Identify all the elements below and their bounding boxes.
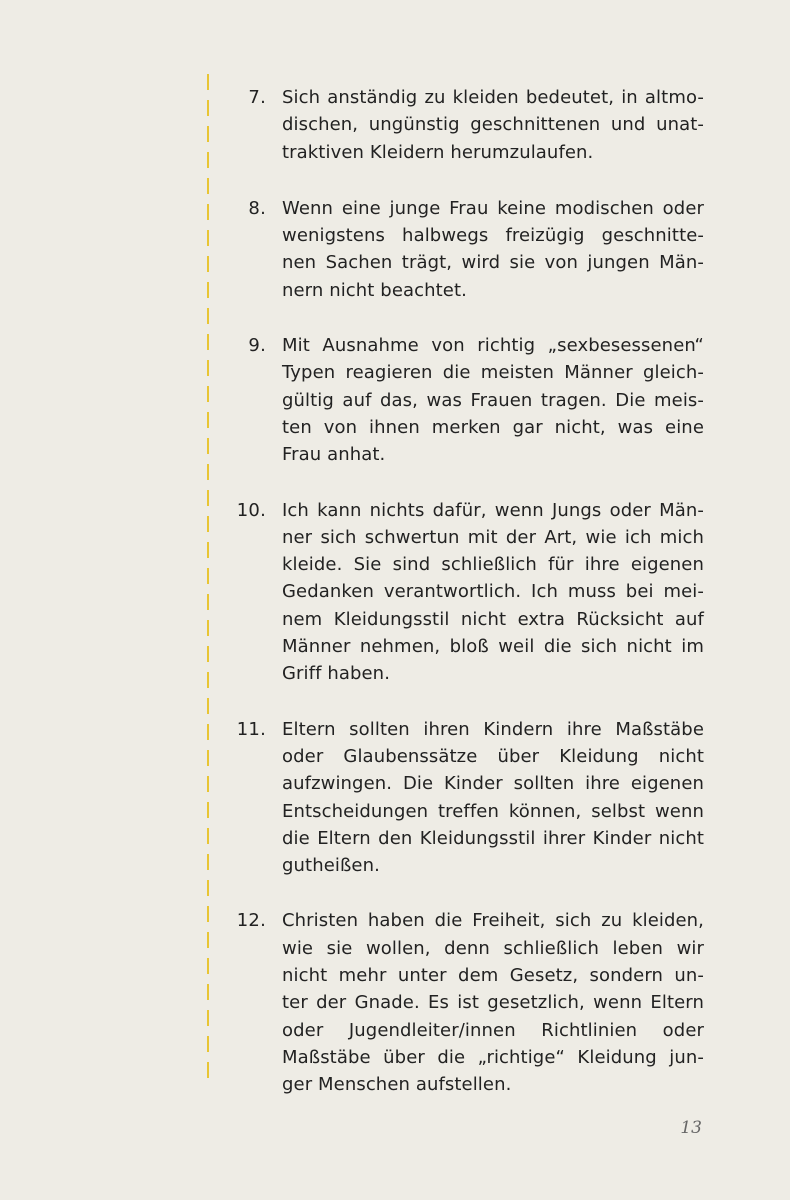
text-line: Ich kann nichts dafür, wenn Jungs oder Män- — [282, 499, 704, 521]
text-line: Griff haben. — [282, 663, 391, 685]
dashed-margin-line — [207, 74, 209, 1084]
item-text — [282, 716, 704, 880]
text-line: nem Kleidungsstil nicht extra Rücksicht auf — [282, 608, 704, 630]
list-item — [232, 332, 704, 468]
text-line: aufzwingen. Die Kinder sollten ihre eigenen — [282, 773, 704, 795]
text-line: ger Menschen aufstellen. — [282, 1074, 512, 1096]
text-line: Christen haben die Freiheit, sich zu kleiden, — [282, 910, 704, 932]
item-number: 12. — [236, 910, 266, 932]
item-text — [282, 907, 704, 1098]
text-line: oder Jugendleiter/innen Richtlinien oder — [282, 1019, 704, 1041]
text-line: Mit Ausnahme von richtig „sexbesessenen“ — [282, 335, 704, 357]
text-line: Wenn eine junge Frau keine modischen oder — [282, 197, 704, 219]
text-line: dischen, ungünstig geschnittenen und unat- — [282, 114, 704, 136]
text-line: Maßstäbe über die „richtige“ Kleidung jun- — [282, 1046, 704, 1068]
text-line: oder Glaubenssätze über Kleidung nicht — [282, 745, 704, 767]
text-line: traktiven Kleidern herumzulaufen. — [282, 141, 594, 163]
text-line: wenigstens halbwegs freizügig geschnitte- — [282, 225, 704, 247]
item-number: 8. — [248, 197, 266, 219]
statement-list — [232, 84, 704, 1127]
item-text — [282, 84, 704, 166]
item-number: 11. — [236, 718, 266, 740]
text-line: Männer nehmen, bloß weil die sich nicht im — [282, 636, 704, 658]
item-number: 10. — [236, 499, 266, 521]
list-item — [232, 195, 704, 304]
text-line: wie sie wollen, denn schließlich leben wir — [282, 937, 704, 959]
list-item — [232, 907, 704, 1098]
text-line: die Eltern den Kleidungsstil ihrer Kinder nicht — [282, 827, 704, 849]
text-line: Gedanken verantwortlich. Ich muss bei mei- — [282, 581, 704, 603]
list-item — [232, 497, 704, 688]
item-number: 9. — [248, 335, 266, 357]
text-line: nern nicht beachtet. — [282, 279, 467, 301]
text-line: gültig auf das, was Frauen tragen. Die meis- — [282, 389, 704, 411]
text-line: Sich anständig zu kleiden bedeutet, in altmo- — [282, 87, 704, 108]
text-line: Eltern sollten ihren Kindern ihre Maßstäbe — [282, 718, 704, 740]
item-text — [282, 497, 704, 688]
text-line: ner sich schwertun mit der Art, wie ich mich — [282, 526, 704, 548]
text-line: Typen reagieren die meisten Männer gleich- — [282, 362, 704, 384]
text-line: kleide. Sie sind schließlich für ihre eigenen — [282, 554, 704, 576]
list-item — [232, 716, 704, 880]
text-line: ten von ihnen merken gar nicht, was eine — [282, 416, 704, 438]
text-line: Entscheidungen treffen können, selbst wenn — [282, 800, 704, 822]
text-line: nicht mehr unter dem Gesetz, sondern un- — [282, 965, 704, 987]
text-line: nen Sachen trägt, wird sie von jungen Män- — [282, 252, 704, 274]
page-number: 13 — [680, 1118, 702, 1138]
text-line: gutheißen. — [282, 855, 380, 877]
item-text — [282, 332, 704, 468]
text-line: Frau anhat. — [282, 444, 386, 466]
item-text — [282, 195, 704, 304]
list-item — [232, 84, 704, 166]
item-number: 7. — [248, 87, 266, 108]
text-line: ter der Gnade. Es ist gesetzlich, wenn Eltern — [282, 992, 704, 1014]
